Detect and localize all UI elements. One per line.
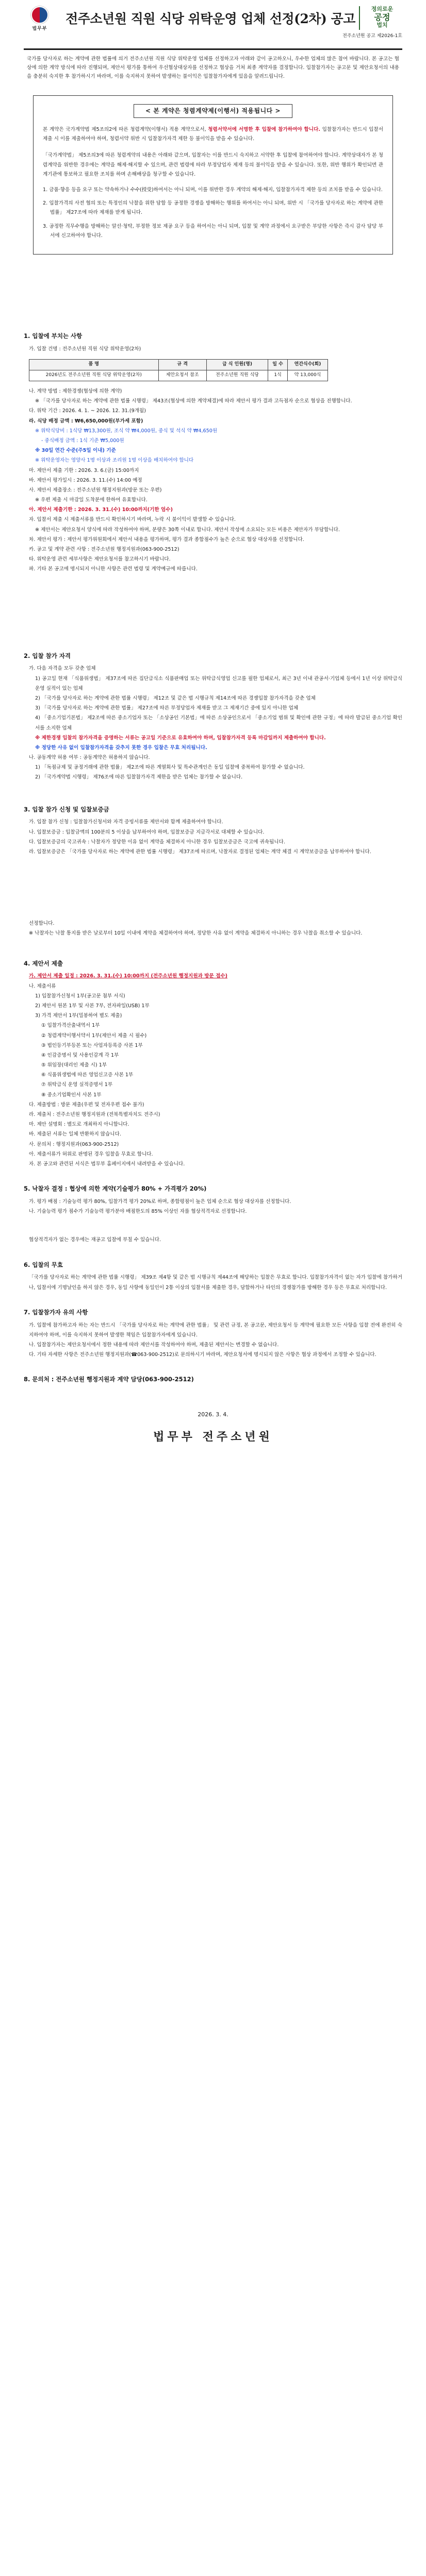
table-cell: 제안요청서 참조 <box>158 370 206 381</box>
para1-text-b: 입찰참가자는 반드시 입찰서 제출 시 이를 제출하여야 하며, 청렴서약 위반 시 입찰참가자격 제한 등 불이익을 받을 수 있습니다. <box>43 126 383 142</box>
table-header: 일 수 <box>268 360 288 370</box>
table-row <box>29 370 328 381</box>
table-header: 규 격 <box>158 360 206 370</box>
header <box>24 0 402 47</box>
table-header: 연간식수(회) <box>288 360 328 370</box>
section-line: 라. 입찰보증금은 「국가를 당사자로 하는 계약에 관한 법률 시행령」 제37조에 따르며, 낙찰자로 결정된 업체는 계약 체결 시 계약보증금을 납부하여야 합니다. <box>29 849 371 855</box>
slogan-bottom: 법치 <box>376 22 388 29</box>
section-line: 가. 입찰에 참가하고자 하는 자는 반드시 「국가를 당사자로 하는 계약에 관한 법률」 및 관련 규정, 본 공고문, 제안요청서 등 계약에 필요한 모든 사항을 입찰 전에 완전히 숙지하여야 하며, 이를 숙지하지 못하여 발생한 책임은 입찰참가자에게 있습니다. <box>29 1322 402 1338</box>
section-line: 협상적격자가 없는 경우에는 재공고 입찰에 부칠 수 있습니다. <box>29 1237 161 1243</box>
section-line: ① 입찰가격산출내역서 1부 <box>41 1023 100 1029</box>
section-line-blue: ※ 정당한 사유 없이 입찰참가자격을 갖추지 못한 경우 입찰은 무효 처리됩니다. <box>35 744 207 751</box>
section-contact <box>24 1375 402 1384</box>
section-line: 1) 입찰참가신청서 1부(공고문 첨부 서식) <box>35 993 125 999</box>
intro-paragraph: 국가를 당사자로 하는 계약에 관한 법률에 의거 전주소년원 직원 식당 위탁운영 업체를 선정하고자 아래와 같이 공고하오니, 우수한 업체의 많은 참여 바랍니다. 본 공고는 협상에 의한 계약 방식에 따라 진행되며, 제안서 평가를 통하여 우선협상대상자를 선정하고 협상을 거쳐 최종 계약자를 결정합니다. 입찰참가자는 공고문 및 제안요청서의 내용을 충분히 숙지한 후 참가하시기 바라며, 이를 숙지하지 못하여 발생하는 불이익은 입찰참가자에게 있음을 알려드립니다. <box>27 56 399 79</box>
section-line: 2) 「국가를 당사자로 하는 계약에 관한 법률 시행령」 제12조 및 같은 법 시행규칙 제14조에 따른 경쟁입찰 참가자격을 갖춘 업체 <box>35 695 316 701</box>
section-bid-items <box>24 332 402 574</box>
section-registration <box>24 805 402 939</box>
section-line: ※ 우편 제출 시 마감일 도착분에 한하여 유효합니다. <box>35 497 148 503</box>
document-title: 전주소년원 직원 식당 위탁운영 업체 선정(2차) 공고 <box>65 11 355 26</box>
section-line: 아. 제출서류가 허위로 판명된 경우 입찰을 무효로 합니다. <box>29 1151 153 1157</box>
section-invalid-bids <box>24 1261 402 1293</box>
section-line: 3) 가격 제안서 1부(밀봉하여 별도 제출) <box>35 1013 122 1019</box>
integrity-item: 1. 금품·향응 등을 요구 또는 약속하거나 수수(授受)하여서는 아니 되며, 이를 위반한 경우 계약의 해제·해지, 입찰참가자격 제한 등의 조치를 받을 수 있습니다. <box>43 187 383 193</box>
section-line: 바. 제안서 평가일시 : 2026. 3. 11.(수) 14:00 예정 <box>29 477 142 483</box>
section-line: 나. 제출서류 <box>29 983 56 989</box>
section-line: 라. 식당 배정 금액 : ₩6,650,000원(부가세 포함) <box>29 418 143 424</box>
integrity-paragraph-1 <box>43 125 383 144</box>
section-line: 선정합니다. <box>29 921 55 927</box>
integrity-item: 3. 공정한 직무수행을 방해하는 알선·청탁, 부정한 정보 제공 요구 등을 하여서는 아니 되며, 입찰 및 계약 과정에서 요구받은 부당한 사항은 즉시 감사 담당 부서에 신고하여야 합니다. <box>43 223 383 239</box>
section-line: ※ 「국가를 당사자로 하는 계약에 관한 법률 시행령」 제43조(협상에 의한 계약체결)에 따라 제안서 평가 결과 고득점자 순으로 협상을 진행합니다. <box>35 398 352 404</box>
section-line: 차. 제안서 평가 : 제안서 평가위원회에서 제안서 내용을 평가하며, 평가 결과 종합점수가 높은 순으로 협상 대상자를 선정합니다. <box>29 536 304 543</box>
table-header: 품 명 <box>29 360 159 370</box>
signature-date: 2026. 3. 4. <box>198 1411 228 1418</box>
section-line: 2) 「국가계약법 시행령」 제76조에 따른 입찰참가자격 제한을 받은 업체는 참가할 수 없습니다. <box>35 774 243 781</box>
section-line: 가. 입찰 건명 : 전주소년원 직원 식당 위탁운영(2차) <box>29 346 141 352</box>
table-cell: 전주소년원 직원 식당 <box>206 370 268 381</box>
section-line: 나. 기술능력 평가 점수가 기술능력 평가분야 배점한도의 85% 이상인 자를 협상적격자로 선정합니다. <box>29 1209 247 1215</box>
section-line: ③ 법인등기부등본 또는 사업자등록증 사본 1부 <box>41 1042 143 1048</box>
table-cell: 약 13,000식 <box>288 370 328 381</box>
section-title: 5. 낙찰자 결정 : 협상에 의한 계약(기술평가 80% + 가격평가 20%) <box>24 1185 207 1193</box>
ministry-logo <box>24 6 56 33</box>
section-line: ⑦ 위탁급식 운영 실적증명서 1부 <box>41 1082 113 1088</box>
emblem-icon <box>31 6 48 24</box>
section-line: 나. 공동계약 허용 여부 : 공동계약은 허용하지 않습니다. <box>29 755 150 761</box>
section-line: 파. 기타 본 공고에 명시되지 아니한 사항은 관련 법령 및 계약예규에 따릅니다. <box>29 566 198 572</box>
notice-number: 전주소년원 공고 제2026-1호 <box>342 33 402 39</box>
section-title: 7. 입찰참가자 유의 사항 <box>24 1308 88 1316</box>
section-line: ② 청렴계약이행서약서 1부(제안서 제출 시 필수) <box>41 1032 147 1039</box>
section-line: 나. 입찰보증금 : 입찰금액의 100분의 5 이상을 납부하여야 하며, 입찰보증금 지급각서로 대체할 수 있습니다. <box>29 829 265 835</box>
section-line: 가. 평가 배점 : 기술능력 평가 80%, 입찰가격 평가 20%로 하며, 종합평점이 높은 업체 순으로 협상 대상자를 선정합니다. <box>29 1198 291 1205</box>
section-line: 자. 본 공고와 관련된 서식은 법무부 홈페이지에서 내려받을 수 있습니다. <box>29 1161 185 1167</box>
section-line: 마. 제안 설명회 : 별도로 개최하지 아니합니다. <box>29 1122 129 1128</box>
section-title: 4. 제안서 제출 <box>24 959 63 967</box>
section-line: 사. 제안서 제출장소 : 전주소년원 행정지원과(방문 또는 우편) <box>29 487 162 493</box>
section-line: 2) 제안서 원본 1부 및 사본 7부, 전자파일(USB) 1부 <box>35 1003 150 1009</box>
table-header: 급 식 인원(명) <box>206 360 268 370</box>
integrity-paragraph-2: 「국가계약법」 제5조의3에 따른 청렴계약의 내용은 아래와 같으며, 입찰자는 이를 반드시 숙지하고 서약한 후 입찰에 참여하여야 합니다. 계약상대자가 본 청렴계약을 위반한 경우에는 계약을 해제·해지할 수 있으며, 관련 법령에 따라 부정당업자 제재 등의 불이익을 받을 수 있습니다. 또한, 위반 행위가 확인되면 관계기관에 통보하고 필요한 조치를 하며 손해배상을 청구할 수 있습니다. <box>43 152 383 177</box>
section-eligibility <box>24 652 402 783</box>
section-line: ⑥ 식품위생법에 따른 영업신고증 사본 1부 <box>41 1072 134 1078</box>
section-line: ※ 위탁식당비 : 1식당 ₩13,300원, 조식 약 ₩4,000원, 중식 및 석식 약 ₩4,650원 <box>35 428 218 434</box>
section-title: 6. 입찰의 무효 <box>24 1261 63 1268</box>
section-line: 타. 위탁운영 관련 세부사항은 제안요청서를 참고하시기 바랍니다. <box>29 556 171 563</box>
section-line-red: 아. 제안서 제출기한 : 2026. 3. 31.(수) 10:00까지(기한 엄수) <box>29 507 173 513</box>
section-title: 3. 입찰 참가 신청 및 입찰보증금 <box>24 805 109 813</box>
section-line: - 중식배정 금액 : 1식 기준 ₩5,000원 <box>41 437 124 444</box>
section-line: ※ 30일 연간 수준(주5일 이내) 기준 <box>35 448 116 454</box>
section-title: 2. 입찰 참가 자격 <box>24 652 71 659</box>
section-cautions <box>24 1308 402 1360</box>
section-line: 4) 「중소기업기본법」 제2조에 따른 중소기업자 또는 「소상공인 기본법」에 따른 소상공인으로서 「중소기업 범위 및 확인에 관한 규정」에 따라 발급된 중소기업 확인서를 소지한 업체 <box>35 715 402 731</box>
section-line: ※ 제안서는 제안요청서 양식에 따라 작성하여야 하며, 분량은 30쪽 이내로 합니다. 제안서 작성에 소요되는 모든 비용은 제안자가 부담합니다. <box>35 527 340 533</box>
section-line-red: 가. 제안서 제출 일정 : 2026. 3. 31.(수) 10:00까지 (전주소년원 행정지원과 방문 접수) <box>29 973 227 979</box>
integrity-item: 2. 입찰가격의 사전 협의 또는 특정인의 낙찰을 위한 담합 등 공정한 경쟁을 방해하는 행위를 하여서는 아니 되며, 위반 시 「국가를 당사자로 하는 계약에 관한 법률」 제27조에 따라 제재를 받게 됩니다. <box>43 200 383 216</box>
section-award <box>24 1184 402 1245</box>
slogan-big: 공정 <box>374 12 390 22</box>
section-line: 다. 입찰보증금의 국고귀속 : 낙찰자가 정당한 이유 없이 계약을 체결하지 아니한 경우 입찰보증금은 국고에 귀속됩니다. <box>29 839 285 845</box>
section-line: 라. 제출처 : 전주소년원 행정지원과 (전북특별자치도 전주시) <box>29 1112 160 1117</box>
section-submission <box>24 959 402 1170</box>
section-line: 다. 기타 자세한 사항은 전주소년원 행정지원과(☎063-900-2512)로 문의하시기 바라며, 제안요청서에 명시되지 않은 사항은 협상 과정에서 조정할 수 있습니다. <box>29 1352 376 1358</box>
section-line: 다. 제출방법 : 방문 제출(우편 및 전자우편 접수 불가) <box>29 1101 144 1108</box>
section-line: 1) 「독점규제 및 공정거래에 관한 법률」 제2조에 따른 계열회사 및 특수관계인은 동일 입찰에 중복하여 참가할 수 없습니다. <box>35 765 305 771</box>
table-cell: 2026년도 전주소년원 직원 식당 위탁운영(2차) <box>29 370 159 381</box>
section-line: 바. 제출된 서류는 일체 반환하지 않습니다. <box>29 1131 121 1138</box>
integrity-items <box>43 185 383 241</box>
slogan-mark <box>359 6 402 30</box>
section-line: 마. 제안서 제출 기한 : 2026. 3. 6.(금) 15:00까지 <box>29 467 139 473</box>
logo-text: 법무부 <box>32 26 47 31</box>
section-line: ⑤ 위임장(대리인 제출 시) 1부 <box>41 1062 107 1069</box>
section-line: 3) 「국가를 당사자로 하는 계약에 관한 법률」 제27조에 따른 부정당업자 제재를 받고 그 제재기간 중에 있지 아니한 업체 <box>35 705 299 711</box>
section-line: 카. 공고 및 계약 관련 사항 : 전주소년원 행정지원과(063-900-2512) <box>29 547 179 552</box>
integrity-notice-box <box>33 95 393 255</box>
signature-name: 법무부 전주소년원 <box>153 1430 273 1444</box>
section-line: 가. 입찰 참가 신청 : 입찰참가신청서와 자격 증빙서류를 제안서와 함께 제출하여야 합니다. <box>29 819 223 825</box>
section-line: 사. 문의처 : 행정지원과(063-900-2512) <box>29 1141 119 1147</box>
section-line: ※ 낙찰자는 낙찰 통지를 받은 날로부터 10일 이내에 계약을 체결하여야 하며, 정당한 사유 없이 계약을 체결하지 아니하는 경우 낙찰을 취소할 수 있습니다. <box>29 930 363 937</box>
table-cell: 1식 <box>268 370 288 381</box>
slogan-top: 정의로운 <box>371 6 394 12</box>
bid-table <box>29 359 328 381</box>
section-line: 「국가를 당사자로 하는 계약에 관한 법률 시행령」 제39조 제4항 및 같은 법 시행규칙 제44조에 해당하는 입찰은 무효로 합니다. 입찰참가자격이 없는 자가 입찰에 참가하거나, 입찰서에 기명날인을 하지 않은 경우, 동일 사항에 동일인이 2통 이상의 입찰서를 제출한 경우, 담합하거나 타인의 경쟁참가를 방해한 경우 등은 무효로 처리합니다. <box>29 1275 402 1291</box>
integrity-notice-title: < 본 계약은 청렴계약제(이행서) 적용됩니다 > <box>134 104 292 118</box>
para1-text-red: 청렴서약서에 서명한 후 입찰에 참가하여야 합니다. <box>208 126 320 132</box>
section-title: 8. 문의처 : 전주소년원 행정지원과 계약 담당(063-900-2512) <box>24 1376 194 1383</box>
section-line: ④ 인감증명서 및 사용인감계 각 1부 <box>41 1052 119 1058</box>
section-line: 1) 공고일 현재 「식품위생법」 제37조에 따른 집단급식소 식품판매업 또는 위탁급식영업 신고를 필한 업체로서, 최근 3년 이내 관공서·기업체 등에서 1년 이상 위탁급식 운영 실적이 있는 업체 <box>35 675 402 691</box>
section-line: 다. 위탁 기간 : 2026. 4. 1. ~ 2026. 12. 31.(9개월) <box>29 408 146 414</box>
section-line: 나. 입찰참가자는 제안요청서에서 정한 내용에 따라 제안서를 작성하여야 하며, 제출된 제안서는 변경할 수 없습니다. <box>29 1342 279 1348</box>
section-line: 나. 계약 방법 : 제한경쟁(협상에 의한 계약) <box>29 388 122 394</box>
section-line: 자. 입찰서 제출 시 제출서류를 반드시 확인하시기 바라며, 누락 시 불이익이 발생할 수 있습니다. <box>29 517 236 523</box>
section-line-red: ※ 제한경쟁 입찰의 참가자격을 증명하는 서류는 공고일 기준으로 유효하여야 하며, 입찰참가자격 등록 마감일까지 제출하여야 합니다. <box>35 735 326 741</box>
section-title: 1. 입찰에 부치는 사항 <box>24 332 83 340</box>
section-line: ※ 위탁운영자는 영양사 1명 이상과 조리원 1명 이상을 배치하여야 합니다 <box>35 457 194 464</box>
section-line: 가. 다음 자격을 모두 갖춘 업체 <box>29 666 96 672</box>
para1-text-a: 본 계약은 국가계약법 제5조의2에 따른 청렴계약(이행서) 적용 계약으로서, <box>43 126 208 132</box>
section-line: ⑧ 중소기업확인서 사본 1부 <box>41 1092 102 1098</box>
